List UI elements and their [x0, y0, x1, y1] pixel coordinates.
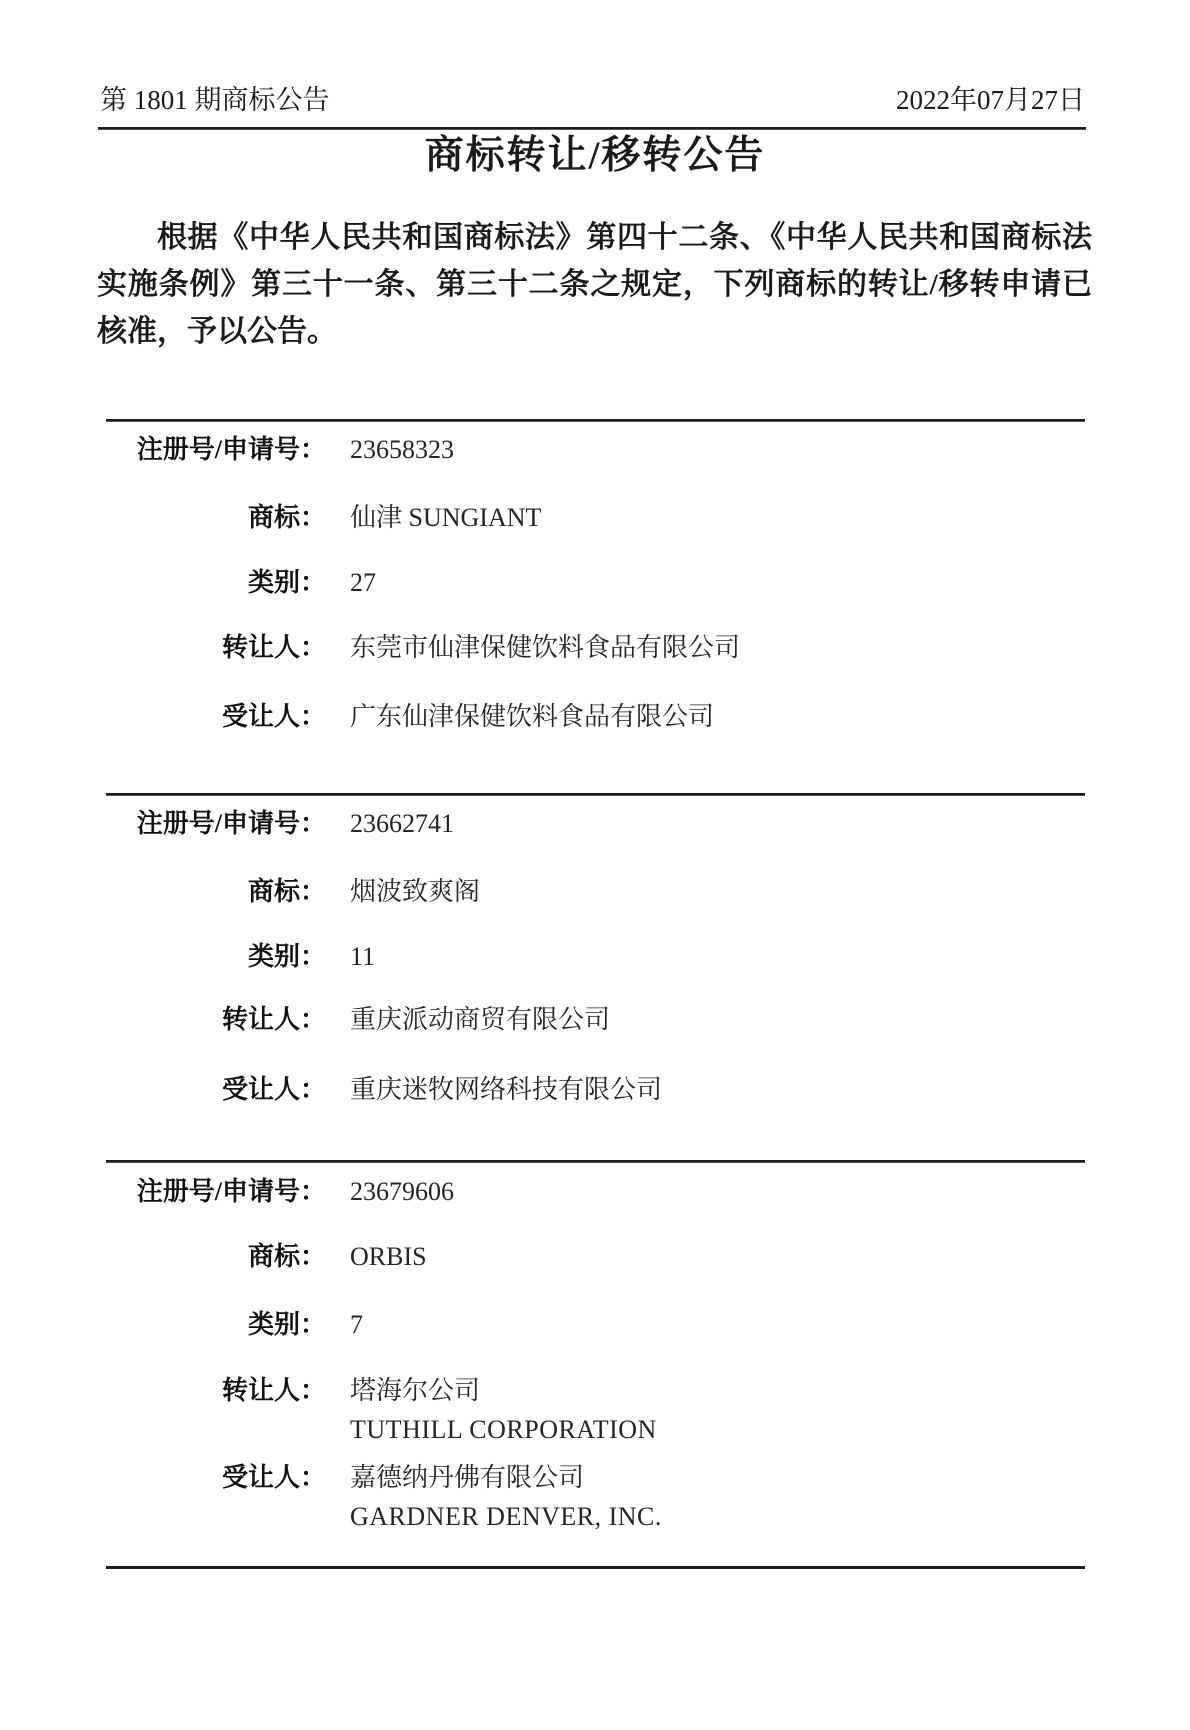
assignee-name-cn: 嘉德纳丹佛有限公司: [350, 1463, 585, 1492]
field-label-assignor: 转让人：: [221, 1005, 326, 1034]
field-row: [106, 631, 1085, 665]
assignee-value: [350, 1461, 662, 1534]
field-row: [106, 1003, 1085, 1037]
field-label-category: 类别：: [247, 942, 326, 971]
field-label-registration-number: 注册号/申请号：: [136, 435, 326, 464]
assignor-value: 重庆派动商贸有限公司: [350, 1005, 611, 1034]
page-title: 商标转让/移转公告: [424, 134, 766, 177]
assignee-value: 广东仙津保健饮料食品有限公司: [350, 702, 715, 731]
category-value: 11: [350, 942, 376, 971]
closing-divider: [106, 1566, 1085, 1569]
field-label-trademark: 商标：: [247, 1242, 326, 1271]
category-value: 27: [350, 568, 376, 597]
header-divider: [98, 127, 1086, 130]
field-row: [106, 875, 1085, 909]
field-row: [106, 1073, 1085, 1107]
field-row: [106, 940, 1085, 974]
assignor-name-cn: 塔海尔公司: [350, 1376, 481, 1405]
field-row: [106, 1461, 1085, 1534]
assignee-name-en: GARDNER DENVER, INC.: [350, 1502, 662, 1531]
field-row: [106, 566, 1085, 600]
field-row: [106, 1240, 1085, 1274]
field-label-assignor: 转让人：: [221, 1376, 326, 1405]
trademark-value: ORBIS: [350, 1242, 427, 1271]
field-label-category: 类别：: [247, 568, 326, 597]
field-row: [106, 1175, 1085, 1209]
intro-paragraph: 根据《中华人民共和国商标法》第四十二条、《中华人民共和国商标法实施条例》第三十一条、第三十二条之规定，下列商标的转让/移转申请已核准，予以公告。: [97, 221, 1092, 348]
field-label-registration-number: 注册号/申请号：: [136, 809, 326, 838]
registration-number-value: 23662741: [350, 809, 454, 838]
category-value: 7: [350, 1310, 363, 1339]
field-label-assignee: 受让人：: [221, 1463, 326, 1492]
field-row: [106, 1374, 1085, 1447]
assignor-name-en: TUTHILL CORPORATION: [350, 1415, 657, 1444]
assignor-value: 东莞市仙津保健饮料食品有限公司: [350, 633, 741, 662]
trademark-value: 仙津 SUNGIANT: [350, 503, 542, 532]
field-label-trademark: 商标：: [247, 877, 326, 906]
issue-number: 第 1801 期商标公告: [100, 85, 330, 115]
field-label-assignor: 转让人：: [221, 633, 326, 662]
field-label-trademark: 商标：: [247, 503, 326, 532]
registration-number-value: 23679606: [350, 1177, 454, 1206]
publication-date: 2022年07月27日: [896, 85, 1085, 115]
field-label-category: 类别：: [247, 1310, 326, 1339]
trademark-record: [106, 419, 1085, 793]
trademark-value: 烟波致爽阁: [350, 877, 481, 906]
record-divider: [106, 793, 1085, 796]
page-header: [100, 84, 1085, 116]
field-row: [106, 700, 1085, 734]
field-label-registration-number: 注册号/申请号：: [136, 1177, 326, 1206]
field-row: [106, 807, 1085, 841]
record-divider: [106, 419, 1085, 422]
assignee-value: 重庆迷牧网络科技有限公司: [350, 1075, 663, 1104]
assignor-value: [350, 1374, 657, 1447]
field-label-assignee: 受让人：: [221, 1075, 326, 1104]
field-label-assignee: 受让人：: [221, 702, 326, 731]
trademark-record: [106, 793, 1085, 1160]
trademark-record: [106, 1160, 1085, 1566]
record-divider: [106, 1160, 1085, 1163]
field-row: [106, 501, 1085, 535]
registration-number-value: 23658323: [350, 435, 454, 464]
field-row: [106, 433, 1085, 467]
field-row: [106, 1308, 1085, 1342]
